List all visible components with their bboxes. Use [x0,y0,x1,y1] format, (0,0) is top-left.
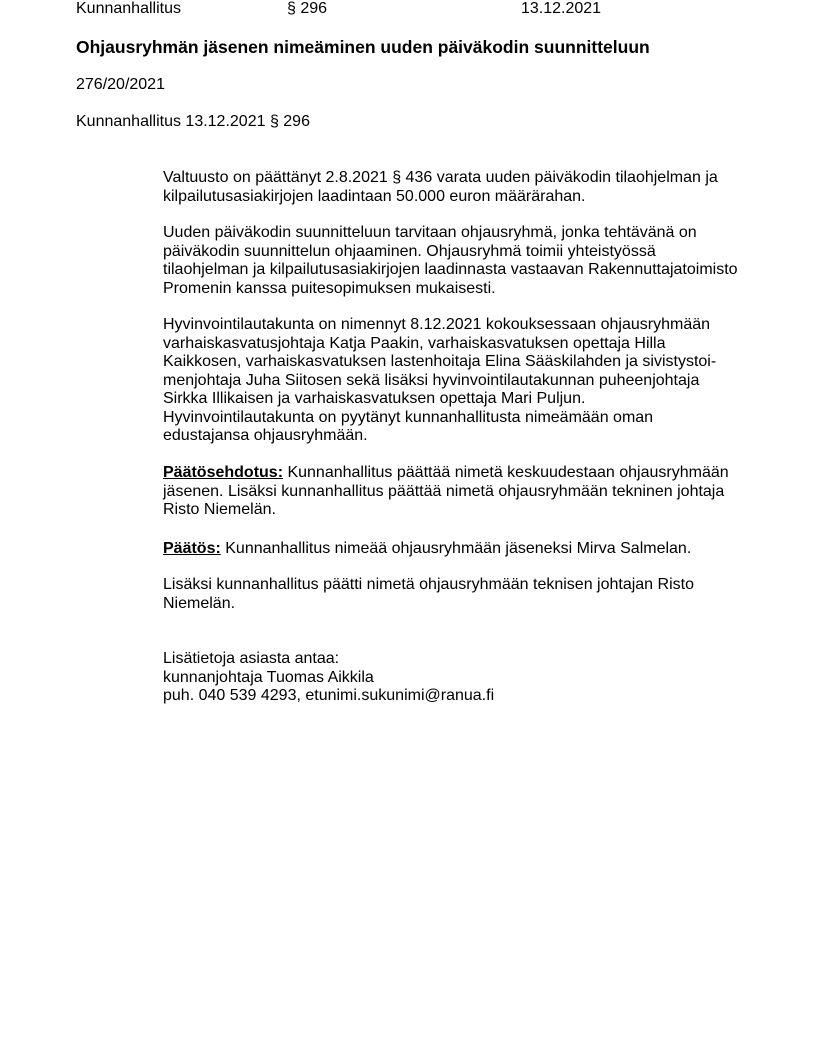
contact-heading: Lisätietoja asiasta antaa: [163,650,340,667]
text-line: Niemelän. [163,594,236,612]
proposal-text: Kunnanhallitus päättää nimetä keskuudestaan ohjausryhmään [283,464,729,481]
proposal-label: Päätösehdotus: [163,464,284,481]
text-line: Risto Niemelän. [163,501,276,518]
text-line: Sirkka Illikaisen ja varhaiskasvatuksen opettaja Mari Puljun. [163,390,586,407]
text-line: kilpailutusasiakirjojen laadintaan 50.000 euron määrärahan. [163,187,586,205]
text-line: Valtuusto on päättänyt 2.8.2021 § 436 varata uuden päiväkodin tilaohjelman ja [163,169,718,186]
paragraph-appropriation [163,169,718,206]
text-line: varhaiskasvatusjohtaja Katja Paakin, varhaiskasvatuksen opettaja Hilla [163,334,666,352]
decision-extra-paragraph [163,576,694,613]
text-line: Hyvinvointilautakunta on nimennyt 8.12.2021 kokouksessaan ohjausryhmään [163,316,711,333]
document-title: Ohjausryhmän jäsenen nimeäminen uuden päiväkodin suunnitteluun [76,37,650,57]
decision-label: Päätös: [163,540,221,557]
header-date: 13.12.2021 [521,0,602,17]
contact-person: kunnanjohtaja Tuomas Aikkila [163,668,374,686]
text-line: Hyvinvointilautakunta on pyytänyt kunnanhallitusta nimeämään oman [163,408,654,426]
text-line: edustajansa ohjausryhmään. [163,427,368,444]
decision-text: Kunnanhallitus nimeää ohjausryhmään jäseneksi Mirva Salmelan. [220,540,692,557]
record-number: 276/20/2021 [76,76,165,93]
text-line: Promenin kanssa puitesopimuksen mukaisesti. [163,279,496,297]
text-line: menjohtaja Juha Siitosen sekä lisäksi hyvinvointilautakunnan puheenjohtaja [163,371,700,389]
paragraph-members [163,316,716,446]
text-line [163,540,691,559]
proposal-paragraph [163,464,729,520]
paragraph-steering-group [163,224,738,298]
text-line: päiväkodin suunnittelun ohjaaminen. Ohjausryhmä toimii yhteistyössä [163,242,656,260]
text-line: Kaikkosen, varhaiskasvatuksen lastenhoitaja Elina Sääskilahden ja sivistystoi- [163,353,717,370]
text-line: Lisäksi kunnanhallitus päätti nimetä ohjausryhmään teknisen johtajan Risto [163,576,694,593]
decision-paragraph [163,540,691,559]
meeting-reference: Kunnanhallitus 13.12.2021 § 296 [76,113,310,130]
text-line: Uuden päiväkodin suunnitteluun tarvitaan ohjausryhmä, jonka tehtävänä on [163,224,697,241]
text-line: tilaohjelman ja kilpailutusasiakirjojen laadinnasta vastaavan Rakennuttajatoimisto [163,261,738,278]
text-line: jäsenen. Lisäksi kunnanhallitus päättää nimetä ohjausryhmään tekninen johtaja [163,482,725,500]
header-section: § 296 [287,0,328,17]
contact-details: puh. 040 539 4293, etunimi.sukunimi@ranua.fi [163,687,495,704]
text-line [163,464,729,483]
header-body: Kunnanhallitus [76,0,181,17]
contact-info [163,650,494,706]
